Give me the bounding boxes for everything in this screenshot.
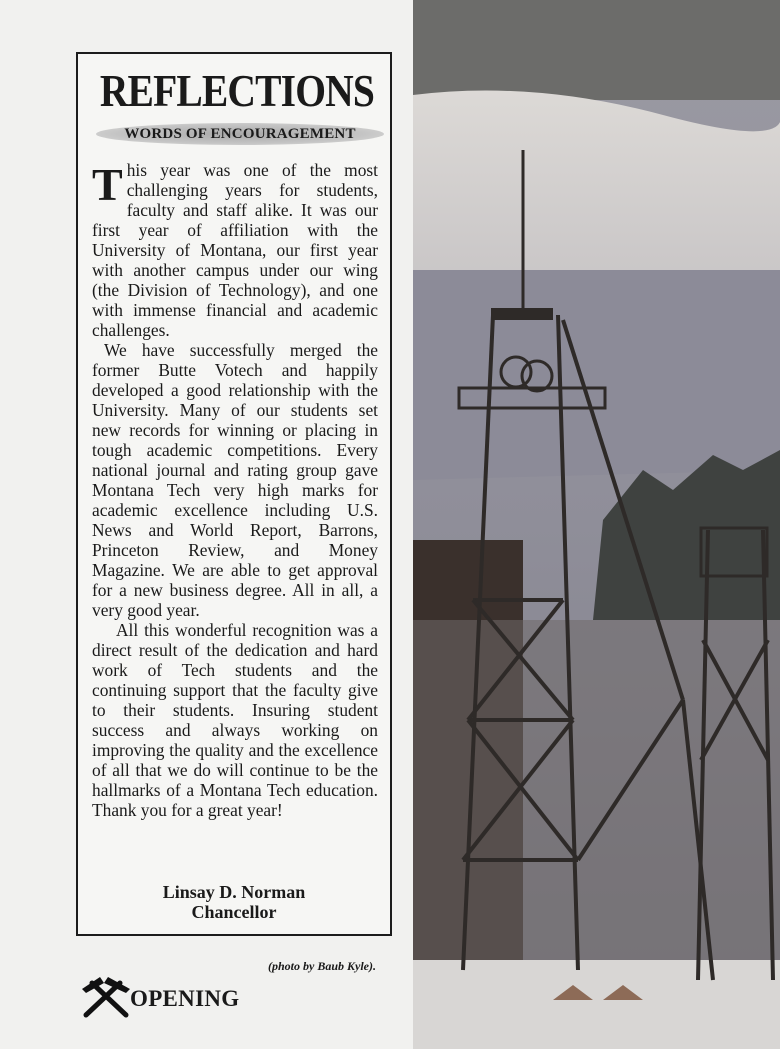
signature-name: Linsay D. Norman <box>162 882 306 902</box>
subtitle-banner <box>96 123 384 145</box>
page-title: REFLECTIONS <box>99 65 374 116</box>
crossed-hammers-icon <box>78 975 134 1024</box>
reflections-panel <box>76 52 392 936</box>
section-footer <box>78 976 239 1022</box>
headframe-photo <box>413 0 780 1049</box>
section-label: OPENING <box>130 986 240 1011</box>
photo-credit: (photo by Baub Kyle). <box>268 959 376 973</box>
signature-block <box>78 882 390 922</box>
paragraph-3: All this wonderful recognition was a direct result of the dedication and hard work of Tech students and the continuing support that the faculty give to their students. Insuring student success and always working on improving the quality and the excellence of all that we do will continue to be the hallmarks of a Montana Tech education. Thank you for a great year! <box>92 620 378 820</box>
subtitle-text: WORDS OF ENCOURAGEMENT <box>124 126 356 142</box>
letter-body <box>92 160 378 820</box>
signature-title: Chancellor <box>191 902 277 922</box>
drop-cap: T <box>92 159 123 210</box>
paragraph-2: We have successfully merged the former Butte Votech and happily developed a good relationship with the University. Many of our students set new records for winning or placing in tough academic competitions. Every national journal and rating group gave Montana Tech very high marks for academic excellence including U.S. News and World Report, Barrons, Princeton Review, and Money Magazine. We are able to get approval for a new business degree. All in all, a very good year. <box>92 340 378 620</box>
paragraph-1 <box>92 160 378 340</box>
paragraph-1-text: his year was one of the most challenging years for students, faculty and staff alike. It was our first year of affiliation with the University of Montana, our first year with another campus under our wing (the Division of Technology), and one with immense financial and academic challenges. <box>92 160 378 340</box>
